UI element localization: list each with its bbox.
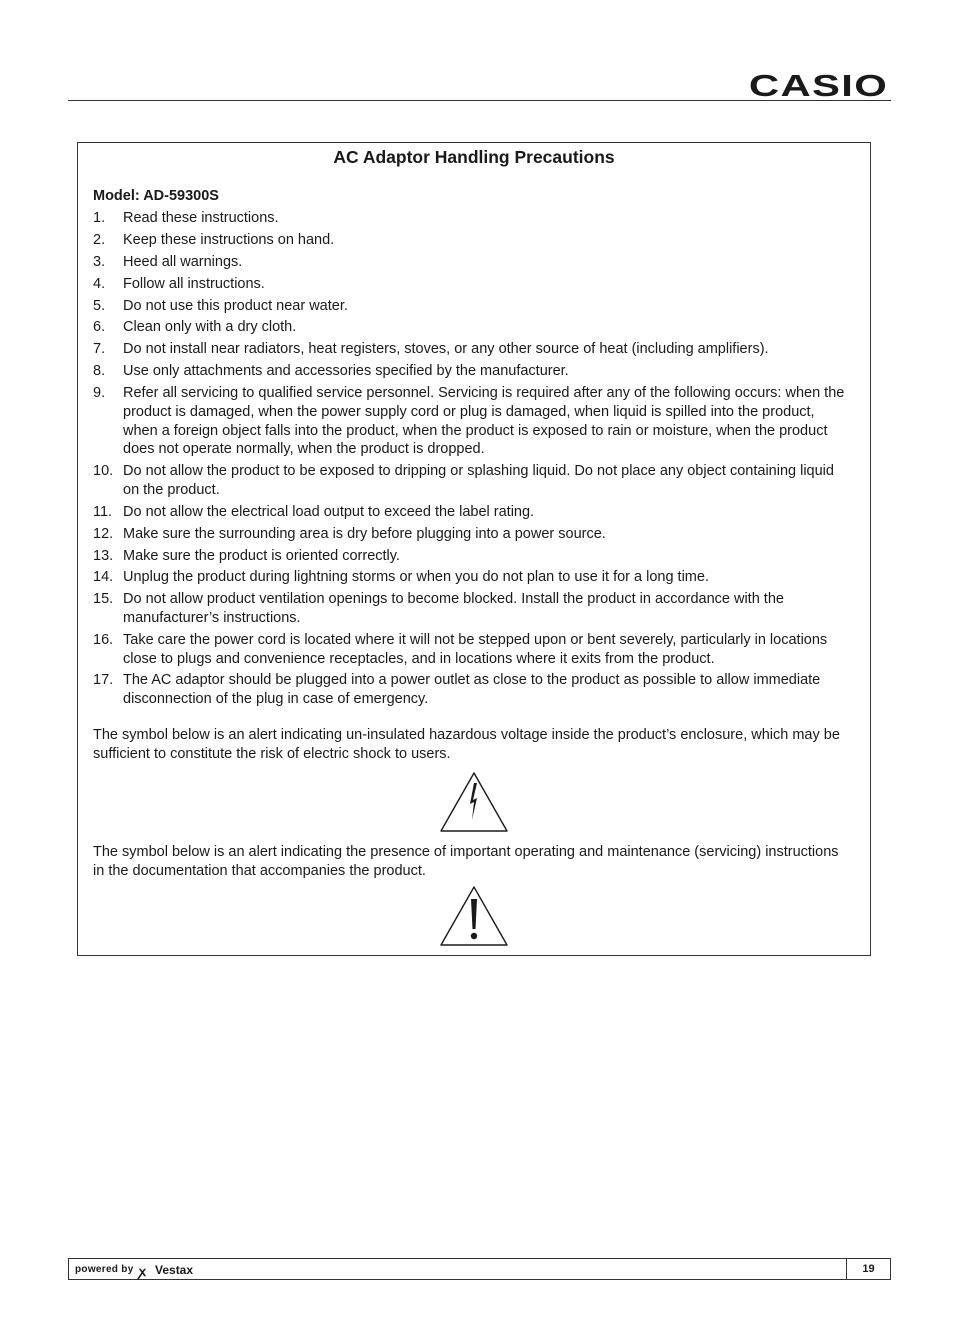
- item-text: Do not allow product ventilation openings to become blocked. Install the product in accordance with the manufacturer’s instructions.: [123, 591, 784, 626]
- service-alert-text: The symbol below is an alert indicating the presence of important operating and maintenance (servicing) instructions in the documentation that accompanies the product.: [93, 844, 839, 879]
- item-text: Use only attachments and accessories specified by the manufacturer.: [123, 363, 569, 380]
- list-item: [93, 384, 850, 459]
- list-item: [93, 568, 850, 587]
- list-item: [93, 503, 850, 522]
- list-item: [93, 462, 850, 499]
- item-text: Do not allow the electrical load output to exceed the label rating.: [123, 503, 535, 520]
- powered-by-label: powered by: [75, 1264, 134, 1275]
- voltage-alert-text: The symbol below is an alert indicating un-insulated hazardous voltage inside the product’s enclosure, which may be sufficient to constitute the risk of electric shock to users.: [93, 727, 840, 762]
- item-text: Read these instructions.: [123, 210, 279, 226]
- page-footer: [68, 1258, 891, 1280]
- item-text: Do not install near radiators, heat registers, stoves, or any other source of heat (including amplifiers).: [123, 341, 769, 358]
- item-number: 17.: [93, 672, 114, 689]
- list-item: [93, 525, 850, 544]
- item-text: Keep these instructions on hand.: [123, 231, 335, 248]
- list-item: [93, 253, 850, 272]
- item-number: 9.: [93, 385, 106, 402]
- list-item: [93, 318, 850, 337]
- item-number: 8.: [93, 363, 106, 380]
- item-number: 6.: [93, 319, 106, 336]
- list-item: [93, 209, 850, 228]
- model-label: Model: AD-59300S: [93, 188, 219, 204]
- casio-logo: CASIO: [748, 68, 888, 103]
- item-text: Do not allow the product to be exposed to dripping or splashing liquid. Do not place any object containing liquid on the product.: [123, 463, 834, 498]
- item-number: 4.: [93, 275, 106, 292]
- item-number: 15.: [93, 591, 114, 608]
- item-number: 13.: [93, 547, 114, 564]
- box-title: AC Adaptor Handling Precautions: [333, 147, 615, 167]
- page-number: 19: [862, 1263, 875, 1275]
- list-item: [93, 671, 850, 708]
- item-number: 16.: [93, 631, 114, 648]
- exclamation-warning-icon: [439, 885, 509, 947]
- item-text: Heed all warnings.: [123, 253, 243, 270]
- item-text: Unplug the product during lightning storms or when you do not plan to use it for a long time.: [123, 569, 709, 586]
- list-item: [93, 631, 850, 668]
- item-number: 2.: [93, 231, 106, 248]
- item-number: 7.: [93, 341, 106, 358]
- item-text: Clean only with a dry cloth.: [123, 319, 297, 336]
- list-item: [93, 340, 850, 359]
- list-item: [93, 297, 850, 316]
- item-text: Make sure the product is oriented correctly.: [123, 547, 400, 564]
- list-item: [93, 362, 850, 381]
- item-number: 1.: [93, 210, 106, 226]
- precaution-list: [93, 209, 850, 712]
- item-text: The AC adaptor should be plugged into a power outlet as close to the product as possible to allow immediate disconnection of the plug in case of emergency.: [123, 672, 821, 708]
- vestax-logo-icon: ꭗ: [139, 1264, 146, 1279]
- header-rule: [68, 100, 891, 101]
- list-item: [93, 275, 850, 294]
- item-number: 12.: [93, 525, 114, 542]
- lightning-warning-icon: [439, 771, 509, 833]
- precautions-box: [77, 142, 871, 956]
- item-number: 5.: [93, 297, 106, 314]
- item-text: Take care the power cord is located where it will not be stepped upon or bent severely, particularly in locations close to plugs and convenience receptacles, and in locations where it exits from the product.: [123, 631, 828, 667]
- item-number: 14.: [93, 569, 114, 586]
- list-item: [93, 231, 850, 250]
- item-text: Do not use this product near water.: [123, 297, 348, 314]
- vestax-logo: Vestax: [155, 1263, 194, 1277]
- item-number: 11.: [93, 503, 113, 520]
- item-text: Refer all servicing to qualified service personnel. Servicing is required after any of the following occurs: when the product is damaged, when the power supply cord or plug is damaged, when liquid is spilled into the product, when a foreign object falls into the product, when the product is exposed to rain or moisture, when the product does not operate normally, when the product is dropped.: [123, 385, 845, 458]
- list-item: [93, 590, 850, 627]
- item-number: 3.: [93, 253, 106, 270]
- list-item: [93, 547, 850, 566]
- item-text: Make sure the surrounding area is dry before plugging into a power source.: [123, 525, 606, 542]
- item-text: Follow all instructions.: [123, 275, 265, 292]
- item-number: 10.: [93, 463, 114, 480]
